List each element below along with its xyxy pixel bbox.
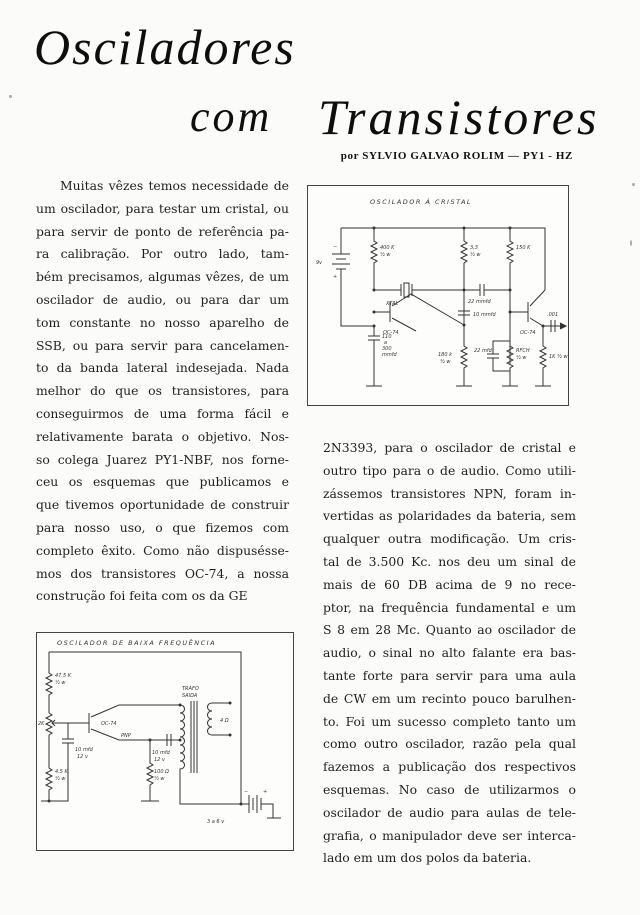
text-line: como outro oscilador, razão pela qual <box>323 736 576 752</box>
text-line: conseguirmos de uma forma fácil e <box>36 405 289 421</box>
text-line: relativamente barata o objetivo. Nos- <box>36 428 289 444</box>
text-line: to da banda lateral indesejada. Nada <box>36 360 289 376</box>
audio-oscillator-schematic <box>36 632 294 851</box>
text-line: que tivemos oportunidade de construir <box>36 497 289 513</box>
svg-text:½ w: ½ w <box>380 252 391 258</box>
text-line: oscilador de audio para aulas de tele- <box>323 804 576 820</box>
svg-text:2K: 2K <box>38 721 45 727</box>
text-line: mais de 60 DB acima de 9 no rece- <box>323 576 576 592</box>
paper-speck <box>9 95 12 98</box>
svg-text:.001: .001 <box>547 312 559 318</box>
svg-text:22 mfd: 22 mfd <box>474 348 492 354</box>
svg-text:TRAFO: TRAFO <box>182 686 199 692</box>
svg-text:½ w: ½ w <box>516 355 527 361</box>
svg-text:22 mmfd: 22 mmfd <box>468 299 491 305</box>
text-line: 2N3393, para o oscilador de cristal e <box>323 440 576 455</box>
text-line: tante forte para servir para uma aula <box>323 667 576 683</box>
svg-text:+: + <box>333 274 338 280</box>
svg-text:4 Ω: 4 Ω <box>220 718 229 724</box>
text-line: zássemos transistores NPN, foram in- <box>323 485 576 501</box>
svg-text:mmfd: mmfd <box>382 352 397 358</box>
svg-text:47.5 K: 47.5 K <box>55 673 72 679</box>
text-line: audio, o sinal no alto falante era bas- <box>323 645 576 661</box>
svg-text:150 K: 150 K <box>516 245 531 251</box>
svg-text:OC-74: OC-74 <box>383 330 399 336</box>
title-line-1: Osciladores <box>34 19 296 75</box>
svg-text:10 mfd: 10 mfd <box>152 750 170 756</box>
text-line: ptor, na frequência fundamental e um <box>323 599 576 615</box>
text-line: um oscilador, para testar um cristal, ou <box>36 200 289 216</box>
svg-text:RFCH: RFCH <box>516 348 530 354</box>
text-line: lado em um dos polos da bateria. <box>323 850 532 866</box>
svg-text:SAIDA: SAIDA <box>182 693 198 699</box>
text-line: bém precisamos, algumas vêzes, de um <box>36 269 289 285</box>
svg-text:½ w: ½ w <box>55 680 66 686</box>
svg-text:12 v: 12 v <box>154 757 165 763</box>
text-line: SSB, ou para servir para cancelamen- <box>36 337 289 353</box>
text-line: qualquer outra modificação. Um cris- <box>323 531 576 547</box>
text-line: tal de 3.500 Kc. nos deu um sinal de <box>323 553 576 569</box>
svg-text:−: − <box>333 244 338 250</box>
svg-text:4.5 K: 4.5 K <box>55 769 68 775</box>
svg-text:OC-74: OC-74 <box>520 330 536 336</box>
svg-text:1K ½ w: 1K ½ w <box>549 354 568 360</box>
svg-text:3 a 6 v: 3 a 6 v <box>207 819 225 825</box>
text-line: para nosso uso, o que fizemos com <box>36 519 289 535</box>
text-line: para servir de ponto de referência pa- <box>36 223 289 239</box>
text-line: de CW em um recinto pouco barulhen- <box>323 690 576 706</box>
svg-text:½ w: ½ w <box>154 776 165 782</box>
text-line: completo êxito. Como não dispusésse- <box>36 542 289 558</box>
svg-text:½ w: ½ w <box>470 252 481 258</box>
text-line: ra calibração. Por outro lado, tam- <box>36 246 289 262</box>
text-line: tom constante no nosso aparelho de <box>36 314 289 330</box>
svg-text:400 K: 400 K <box>380 245 395 251</box>
svg-text:180 k: 180 k <box>438 352 453 358</box>
svg-text:½ w: ½ w <box>440 359 451 365</box>
paper-speck <box>630 240 632 246</box>
svg-text:10 mmfd: 10 mmfd <box>473 312 496 318</box>
schematic-title: OSCILADOR DE BAIXA FREQUÊNCIA <box>57 639 217 647</box>
text-line: S 8 em 28 Mc. Quanto ao oscilador de <box>323 622 576 638</box>
text-line: Muitas vêzes temos necessidade de <box>60 178 289 193</box>
title-word-com: com <box>190 92 273 141</box>
schematic-title: OSCILADOR À CRISTAL <box>370 198 473 206</box>
paper-speck <box>632 183 635 186</box>
text-line: grafia, o manipulador deve ser interca- <box>323 827 576 843</box>
text-line: construção foi feita com os da GE <box>36 588 248 604</box>
text-line: outro tipo para o de audio. Como utili- <box>323 462 576 478</box>
svg-text:3,3: 3,3 <box>470 245 478 251</box>
text-line: melhor do que os transistores, para <box>36 383 289 399</box>
svg-text:a: a <box>384 340 388 346</box>
svg-text:OC-74: OC-74 <box>101 721 117 727</box>
svg-text:100 Ω: 100 Ω <box>154 769 169 775</box>
svg-text:PNP: PNP <box>121 733 131 739</box>
svg-text:10 mfd: 10 mfd <box>75 747 93 753</box>
text-line: fazemos a publicação dos respectivos <box>323 759 576 775</box>
crystal-oscillator-schematic <box>307 185 569 406</box>
svg-text:300: 300 <box>382 346 392 352</box>
text-line: mos dos transistores OC-74, a nossa <box>36 565 289 581</box>
text-line: to. Foi um sucesso completo tanto um <box>323 713 576 729</box>
byline: por SYLVIO GALVAO ROLIM — PY1 - HZ <box>340 150 573 162</box>
article-column-2 <box>323 437 576 870</box>
svg-text:12 v: 12 v <box>77 754 88 760</box>
title-word-transistores: Transistores <box>318 89 600 145</box>
svg-text:½ w: ½ w <box>55 776 66 782</box>
text-line: ceu os esquemas que publicamos e <box>36 474 289 490</box>
svg-text:9v: 9v <box>316 260 323 266</box>
svg-text:−: − <box>244 789 249 795</box>
svg-text:+: + <box>263 789 268 795</box>
svg-text:XTAL: XTAL <box>386 301 399 307</box>
article-column-1 <box>36 175 289 608</box>
text-line: so colega Juarez PY1-NBF, nos forne- <box>36 451 289 467</box>
audio-circuit-drawing <box>37 633 293 850</box>
text-line: esquemas. No caso de utilizarmos o <box>323 781 576 797</box>
text-line: vertidas as polaridades da bateria, sem <box>323 508 576 524</box>
text-line: oscilador de audio, ou para dar um <box>36 291 289 307</box>
crystal-circuit-drawing <box>308 186 568 405</box>
svg-text:110: 110 <box>382 334 392 340</box>
